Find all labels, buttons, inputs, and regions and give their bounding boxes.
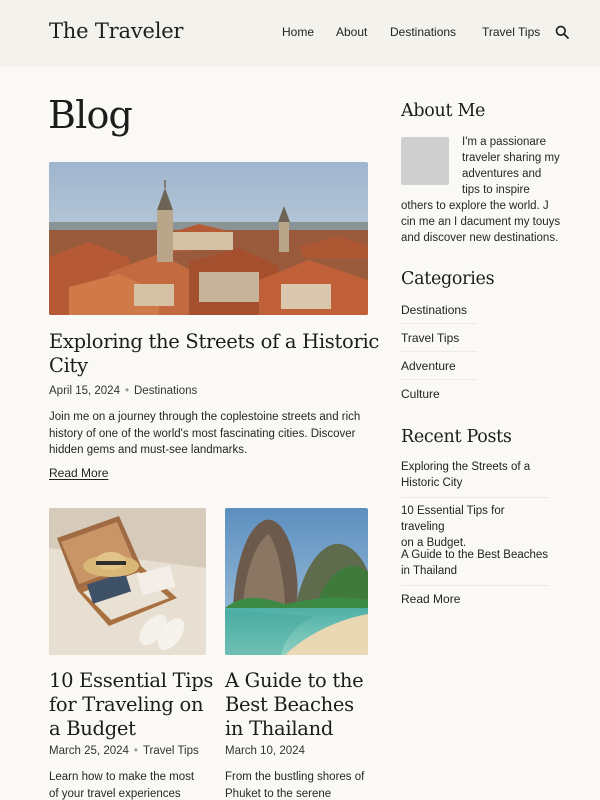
featured-post-title-line: City — [49, 354, 88, 377]
post-date: April 15, 2024 — [49, 385, 120, 397]
featured-post-title[interactable] — [49, 330, 379, 378]
featured-post-title-line: Exploring the Streets of a Historic — [49, 330, 380, 353]
excerpt-line: From the bustling shores of — [225, 771, 365, 783]
about-line: others to explore the world. J — [401, 200, 549, 212]
excerpt-line: Phuket to the serene — [225, 787, 332, 800]
post-date: March 10, 2024 — [225, 745, 305, 757]
excerpt-line: Learn how to make the most — [49, 771, 195, 783]
excerpt-line: of your travel experiences — [49, 787, 181, 800]
about-line: tips to inspire — [462, 184, 530, 196]
featured-read-more-link[interactable]: Read More — [49, 466, 109, 480]
card-excerpt-budget — [49, 769, 209, 800]
card-image-budget[interactable] — [49, 508, 206, 655]
category-adventure[interactable]: Adventure — [401, 359, 477, 380]
search-icon[interactable] — [555, 25, 569, 39]
card-image-thailand[interactable] — [225, 508, 368, 655]
sidebar-read-more-link[interactable]: Read More — [401, 592, 461, 606]
categories-heading: Categories — [401, 269, 495, 289]
featured-post-image[interactable] — [49, 162, 368, 315]
category-destinations[interactable]: Destinations — [401, 303, 477, 324]
about-line: traveler sharing my — [462, 152, 560, 164]
card-title-line: Best Beaches — [225, 693, 354, 716]
card-title-line: in Thailand — [225, 717, 334, 740]
card-title-thailand[interactable] — [225, 669, 363, 741]
recent-post-line: on a Budget. — [401, 537, 467, 549]
recent-post-line: 10 Essential Tips for traveling — [401, 505, 505, 533]
recent-posts-heading: Recent Posts — [401, 427, 512, 447]
nav-about[interactable]: About — [336, 25, 368, 39]
about-text-top — [462, 134, 572, 198]
about-heading: About Me — [401, 101, 486, 121]
post-category[interactable]: Destinations — [134, 385, 198, 397]
card-title-line: A Guide to the — [225, 669, 364, 692]
page-title: Blog — [48, 93, 133, 137]
about-line: I'm a passionare — [462, 136, 547, 148]
post-category[interactable]: Travel Tips — [142, 745, 199, 757]
about-line: cin me an I dacument my touys — [401, 216, 561, 228]
recent-post-line: A Guide to the Best Beaches — [401, 549, 549, 561]
category-travel-tips[interactable]: Travel Tips — [401, 331, 477, 352]
nav-destinations[interactable]: Destinations — [390, 25, 457, 39]
site-title[interactable]: The Traveler — [49, 19, 184, 43]
card-excerpt-thailand — [225, 769, 375, 800]
excerpt-line: Join me on a journey through the coplestoine streets and rich — [49, 411, 361, 423]
featured-post-meta: April 15, 2024 • Destinations — [49, 385, 198, 397]
about-line: and discover new destinations. — [401, 232, 559, 244]
excerpt-line: hidden gems and must-see landmarks. — [49, 444, 248, 456]
site-header — [0, 0, 600, 67]
card-title-budget[interactable] — [49, 669, 213, 741]
recent-post-link[interactable] — [401, 547, 549, 586]
card-meta-budget: March 25, 2024 • Travel Tips — [49, 745, 199, 757]
nav-home[interactable]: Home — [282, 25, 315, 39]
about-text-bottom — [401, 198, 581, 246]
about-line: adventures and — [462, 168, 542, 180]
recent-post-link[interactable] — [401, 459, 549, 498]
recent-post-line: Exploring the Streets of a — [401, 461, 531, 473]
post-date: March 25, 2024 — [49, 745, 129, 757]
category-culture[interactable]: Culture — [401, 387, 440, 401]
recent-post-line: Historic City — [401, 477, 463, 489]
nav-travel-tips[interactable]: Travel Tips — [482, 25, 541, 39]
featured-post-excerpt — [49, 409, 371, 459]
card-title-line: for Traveling on — [49, 693, 204, 716]
avatar — [401, 137, 449, 185]
card-title-line: 10 Essential Tips — [49, 669, 214, 692]
excerpt-line: history of one of the world's most fascinating cities. Discover — [49, 427, 356, 440]
recent-post-line: in Thailand — [401, 565, 458, 577]
card-title-line: a Budget — [49, 717, 136, 740]
card-meta-thailand — [225, 745, 305, 757]
